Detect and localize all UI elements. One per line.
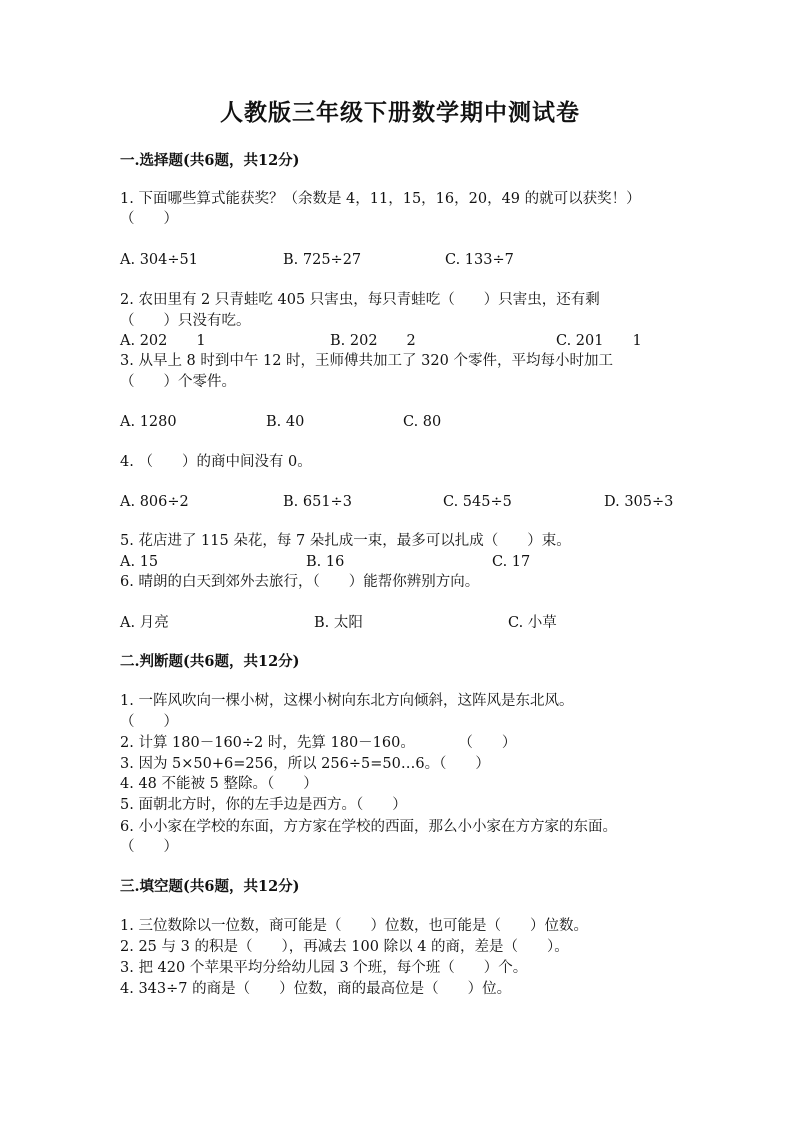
option-c: C. 80	[403, 414, 442, 430]
statement-line: 1. 一阵风吹向一棵小树，这棵小树向东北方向倾斜，这阵风是东北风。	[120, 693, 574, 709]
question-text: （ ）只没有吃。	[120, 313, 251, 329]
section-heading-judgement: 二.判断题(共6题，共12分)	[120, 653, 300, 670]
option-b: B. 725÷27	[283, 252, 362, 268]
question-text: 6. 晴朗的白天到郊外去旅行，（ ）能帮你辨别方向。	[120, 574, 480, 590]
statement-line: 3. 因为 5×50+6=256，所以 256÷5=50…6。（ ）	[120, 756, 490, 772]
option-b: B. 40	[266, 414, 305, 430]
question-text: 3. 从早上 8 时到中午 12 时，王师傅共加工了 320 个零件，平均每小时加工	[120, 353, 613, 369]
fill-blank-line: 1. 三位数除以一位数，商可能是（ ）位数，也可能是（ ）位数。	[120, 918, 588, 934]
option-c: C. 小草	[508, 615, 557, 631]
section-heading-fill-blank: 三.填空题(共6题，共12分)	[120, 878, 300, 895]
option-b: B. 651÷3	[283, 494, 352, 510]
question-text: 4. （ ）的商中间没有 0。	[120, 454, 312, 470]
option-a: A. 1280	[120, 414, 177, 430]
question-text: 5. 花店进了 115 朵花，每 7 朵扎成一束，最多可以扎成（ ）束。	[120, 533, 571, 549]
option-a: A. 806÷2	[120, 494, 189, 510]
fill-blank-line: 2. 25 与 3 的积是（ ），再减去 100 除以 4 的商，差是（ ）。	[120, 939, 569, 955]
statement-line: 5. 面朝北方时，你的左手边是西方。（ ）	[120, 797, 407, 813]
statement-line: 6. 小小家在学校的东面，方方家在学校的西面，那么小小家在方方家的东面。	[120, 819, 617, 835]
statement-line: 2. 计算 180－160÷2 时，先算 180－160。 （ ）	[120, 735, 517, 751]
option-a: A. 304÷51	[120, 252, 198, 268]
answer-blank: （ ）	[120, 211, 178, 227]
option-a: A. 月亮	[120, 615, 169, 631]
option-a: A. 202 1	[120, 333, 206, 349]
statement-line: 4. 48 不能被 5 整除。（ ）	[120, 776, 318, 792]
fill-blank-line: 4. 343÷7 的商是（ ）位数，商的最高位是（ ）位。	[120, 981, 512, 997]
page-title: 人教版三年级下册数学期中测试卷	[220, 99, 580, 126]
answer-blank: （ ）	[120, 839, 178, 855]
question-text: 2. 农田里有 2 只青蛙吃 405 只害虫，每只青蛙吃（ ）只害虫，还有剩	[120, 292, 600, 308]
option-a: A. 15	[120, 554, 159, 570]
option-d: D. 305÷3	[604, 494, 674, 510]
fill-blank-line: 3. 把 420 个苹果平均分给幼儿园 3 个班，每个班（ ）个。	[120, 960, 528, 976]
section-heading-choice: 一.选择题(共6题，共12分)	[120, 152, 300, 169]
option-c: C. 545÷5	[443, 494, 512, 510]
option-c: C. 17	[492, 554, 531, 570]
option-b: B. 太阳	[314, 615, 363, 631]
answer-blank: （ ）	[120, 714, 178, 730]
question-text: 1. 下面哪些算式能获奖？（余数是 4，11，15，16，20，49 的就可以获奖！）	[120, 191, 641, 207]
option-c: C. 201 1	[556, 333, 642, 349]
option-b: B. 202 2	[330, 333, 416, 349]
question-text: （ ）个零件。	[120, 374, 236, 390]
option-b: B. 16	[306, 554, 345, 570]
option-c: C. 133÷7	[445, 252, 514, 268]
